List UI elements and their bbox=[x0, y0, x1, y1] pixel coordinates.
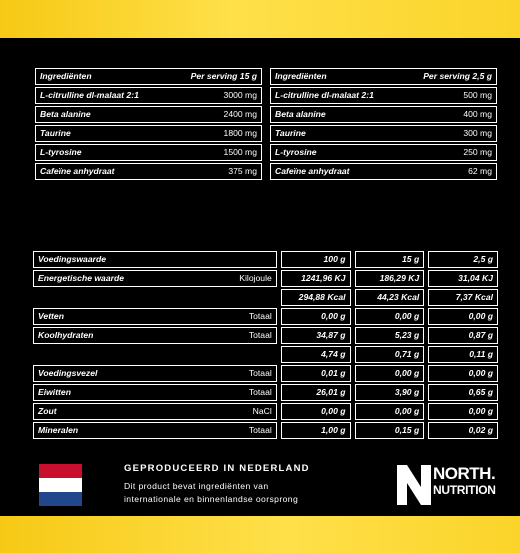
ingredient-row bbox=[35, 106, 262, 123]
nutrient-name: Zout bbox=[33, 403, 165, 420]
ingredient-name: L-citrulline dl-malaat 2:1 bbox=[35, 87, 169, 104]
ingredient-name: Taurine bbox=[270, 125, 402, 142]
ingredient-amount: 300 mg bbox=[402, 125, 497, 142]
value-2-5g: 0,11 g bbox=[428, 346, 498, 363]
value-15g: 0,00 g bbox=[355, 308, 425, 325]
value-2-5g: 0,02 g bbox=[428, 422, 498, 439]
ingredient-row bbox=[270, 125, 497, 142]
nutrition-row bbox=[33, 327, 498, 344]
blank-cell bbox=[33, 289, 165, 306]
ingredient-row bbox=[270, 106, 497, 123]
logo-line-1: NORTH. bbox=[433, 464, 496, 483]
nutrient-unit: Totaal bbox=[165, 422, 277, 439]
ingredient-name: L-tyrosine bbox=[35, 144, 169, 161]
ingredient-amount: 1500 mg bbox=[169, 144, 262, 161]
ingredients-header-row bbox=[270, 68, 497, 85]
value-2-5g: 0,00 g bbox=[428, 403, 498, 420]
ingredient-amount: 375 mg bbox=[169, 163, 262, 180]
blank-cell bbox=[165, 346, 277, 363]
nutrient-unit: Kilojoule bbox=[165, 270, 277, 287]
nutrition-row bbox=[33, 384, 498, 401]
nutrition-header-row bbox=[33, 251, 498, 268]
value-2-5g: 0,00 g bbox=[428, 308, 498, 325]
value-15g: 3,90 g bbox=[355, 384, 425, 401]
value-2-5g: 0,87 g bbox=[428, 327, 498, 344]
value-100g: 0,00 g bbox=[281, 308, 351, 325]
ingredient-row bbox=[270, 87, 497, 104]
blank-cell bbox=[33, 346, 165, 363]
nutrient-unit: Totaal bbox=[165, 308, 277, 325]
nutrition-row bbox=[33, 403, 498, 420]
nutrient-unit: Totaal bbox=[165, 384, 277, 401]
value-100g: 4,74 g bbox=[281, 346, 351, 363]
ingredient-amount: 1800 mg bbox=[169, 125, 262, 142]
ingredient-name: L-tyrosine bbox=[270, 144, 402, 161]
ingredient-name: L-citrulline dl-malaat 2:1 bbox=[270, 87, 402, 104]
nutrient-name: Voedingsvezel bbox=[33, 365, 165, 382]
value-15g: 0,00 g bbox=[355, 365, 425, 382]
ingredient-row bbox=[35, 144, 262, 161]
ingredient-row bbox=[35, 163, 262, 180]
ingredient-name: Cafeïne anhydraat bbox=[270, 163, 402, 180]
dutch-flag-icon bbox=[39, 464, 82, 506]
nutrition-row bbox=[33, 289, 498, 306]
ingredient-name: Beta alanine bbox=[270, 106, 402, 123]
ingredient-name: Taurine bbox=[35, 125, 169, 142]
nutrient-name: Voedingswaarde bbox=[33, 251, 165, 268]
ingredient-amount: 62 mg bbox=[402, 163, 497, 180]
ingredient-amount: 250 mg bbox=[402, 144, 497, 161]
ingredient-name: Beta alanine bbox=[35, 106, 169, 123]
ingredient-name: Cafeïne anhydraat bbox=[35, 163, 169, 180]
ingredients-table-left bbox=[35, 66, 262, 182]
ingredient-row bbox=[35, 87, 262, 104]
value-2-5g: 0,00 g bbox=[428, 365, 498, 382]
value-100g: 0,00 g bbox=[281, 403, 351, 420]
value-100g: 0,01 g bbox=[281, 365, 351, 382]
brand-logo-text bbox=[433, 465, 496, 499]
ingredient-amount: 400 mg bbox=[402, 106, 497, 123]
nutrient-unit: Totaal bbox=[165, 365, 277, 382]
value-100g: 1241,96 KJ bbox=[281, 270, 351, 287]
ingredient-header: Ingrediënten bbox=[35, 68, 169, 85]
ingredient-amount: 2400 mg bbox=[169, 106, 262, 123]
nutrient-unit: Totaal bbox=[165, 327, 277, 344]
value-15g: 0,00 g bbox=[355, 403, 425, 420]
ingredient-header: Ingrediënten bbox=[270, 68, 402, 85]
ingredient-row bbox=[270, 144, 497, 161]
value-100g: 26,01 g bbox=[281, 384, 351, 401]
nutrition-row bbox=[33, 270, 498, 287]
value-15g: 44,23 Kcal bbox=[355, 289, 425, 306]
serving-header: Per serving 2,5 g bbox=[402, 68, 497, 85]
nutrient-name: Koolhydraten bbox=[33, 327, 165, 344]
value-15g: 5,23 g bbox=[355, 327, 425, 344]
value-15g-header: 15 g bbox=[355, 251, 425, 268]
value-15g: 186,29 KJ bbox=[355, 270, 425, 287]
value-2-5g: 0,65 g bbox=[428, 384, 498, 401]
value-100g: 34,87 g bbox=[281, 327, 351, 344]
value-15g: 0,15 g bbox=[355, 422, 425, 439]
nutrient-name: Mineralen bbox=[33, 422, 165, 439]
value-100g-header: 100 g bbox=[281, 251, 351, 268]
nutrition-row bbox=[33, 422, 498, 439]
nutrition-row bbox=[33, 346, 498, 363]
value-2-5g: 31,04 KJ bbox=[428, 270, 498, 287]
serving-header: Per serving 15 g bbox=[169, 68, 262, 85]
ingredient-row bbox=[35, 125, 262, 142]
nutrition-row bbox=[33, 308, 498, 325]
nutrient-name: Eiwitten bbox=[33, 384, 165, 401]
blank-cell bbox=[165, 289, 277, 306]
nutrition-row bbox=[33, 365, 498, 382]
nutrient-unit bbox=[165, 251, 277, 268]
ingredients-header-row bbox=[35, 68, 262, 85]
nutrient-unit: NaCl bbox=[165, 403, 277, 420]
value-2-5g: 7,37 Kcal bbox=[428, 289, 498, 306]
ingredient-amount: 500 mg bbox=[402, 87, 497, 104]
value-100g: 294,88 Kcal bbox=[281, 289, 351, 306]
value-15g: 0,71 g bbox=[355, 346, 425, 363]
top-yellow-band bbox=[0, 0, 520, 38]
ingredients-table-right bbox=[270, 66, 497, 182]
ingredient-row bbox=[270, 163, 497, 180]
value-100g: 1,00 g bbox=[281, 422, 351, 439]
production-text-line2: internationale en binnenlandse oorsprong bbox=[124, 494, 299, 504]
nutrient-name: Energetische waarde bbox=[33, 270, 165, 287]
nutrient-name: Vetten bbox=[33, 308, 165, 325]
value-2-5g-header: 2,5 g bbox=[428, 251, 498, 268]
logo-line-2: NUTRITION bbox=[433, 483, 496, 497]
production-text bbox=[124, 480, 298, 506]
ingredient-amount: 3000 mg bbox=[169, 87, 262, 104]
nutrition-table bbox=[33, 249, 498, 441]
production-text-line1: Dit product bevat ingrediënten van bbox=[124, 481, 269, 491]
production-title: GEPRODUCEERD IN NEDERLAND bbox=[124, 463, 310, 474]
bottom-yellow-band bbox=[0, 516, 520, 553]
